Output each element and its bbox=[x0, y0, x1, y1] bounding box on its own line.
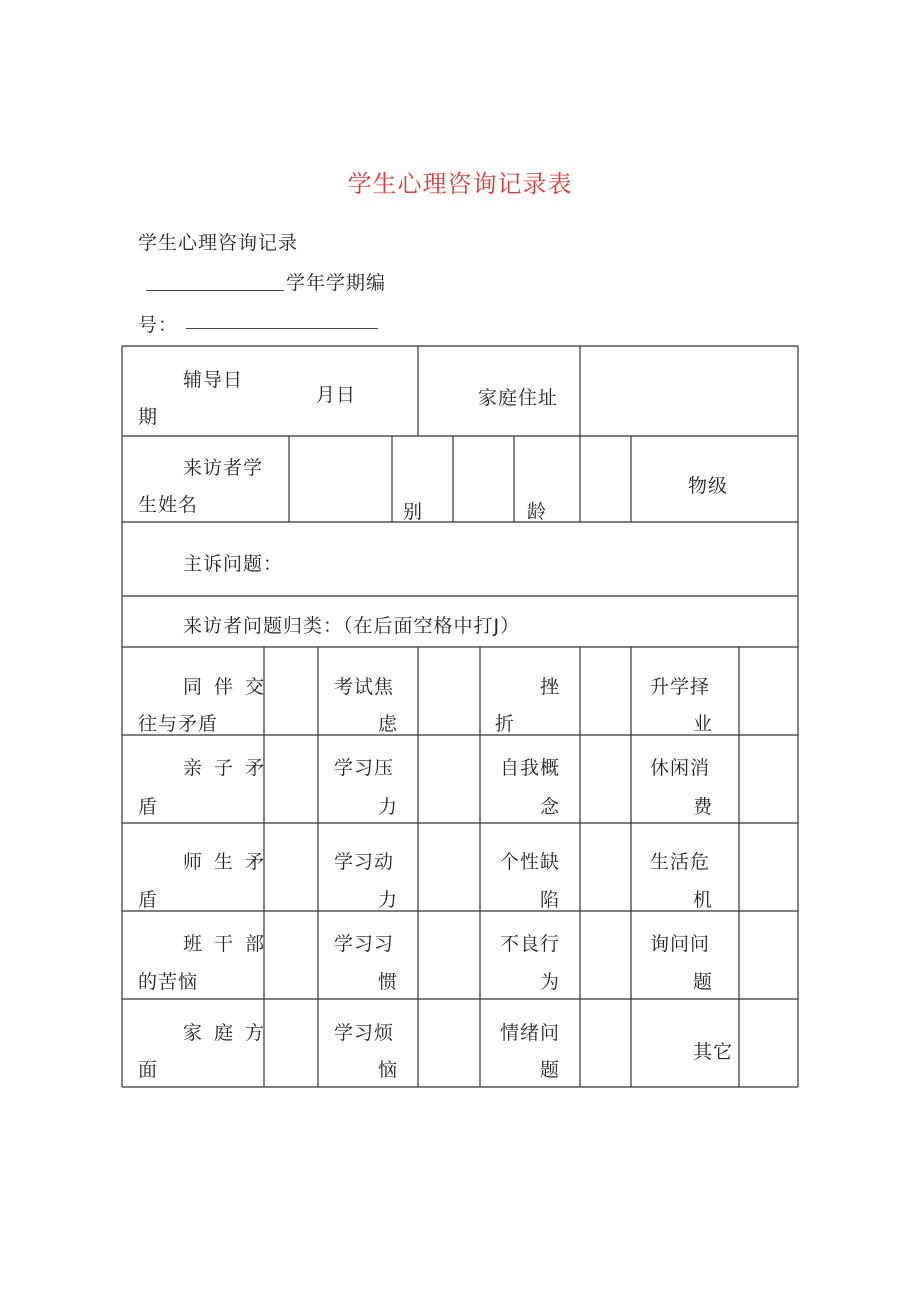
gender-field[interactable] bbox=[455, 438, 512, 520]
home-address-label: 家庭住址 bbox=[478, 387, 559, 409]
check-cell-study-pressure[interactable] bbox=[420, 737, 478, 821]
category-frustration-cont: 折 bbox=[495, 713, 516, 735]
check-cell-bad-behavior[interactable] bbox=[582, 913, 629, 997]
category-study-worries-cont: 恼 bbox=[377, 1059, 398, 1081]
category-inquiry: 询问问 bbox=[650, 933, 711, 955]
category-personality-flaw-cont: 陷 bbox=[539, 889, 560, 911]
category-study-pressure: 学习压 bbox=[334, 757, 395, 779]
category-teacher-student: 师生矛 bbox=[183, 851, 277, 873]
category-emotional-cont: 题 bbox=[539, 1059, 560, 1081]
check-cell-family[interactable] bbox=[266, 1001, 316, 1085]
category-peer-relations-cont: 往与矛盾 bbox=[138, 713, 219, 735]
visitor-name-field[interactable] bbox=[291, 438, 390, 520]
visitor-name-label: 来访者学 bbox=[183, 457, 264, 479]
check-cell-parent-child[interactable] bbox=[266, 737, 316, 821]
category-self-concept: 自我概 bbox=[499, 757, 560, 779]
check-cell-study-habits[interactable] bbox=[420, 913, 478, 997]
main-complaint-label: 主诉问题： bbox=[183, 553, 284, 575]
category-personality-flaw: 个性缺 bbox=[499, 851, 560, 873]
category-exam-anxiety: 考试焦 bbox=[334, 676, 395, 698]
category-career-choice: 升学择 bbox=[650, 676, 711, 698]
date-month-day[interactable]: 月日 bbox=[316, 384, 357, 406]
category-family: 家庭方 bbox=[183, 1022, 277, 1044]
check-cell-frustration[interactable] bbox=[582, 649, 629, 733]
age-field[interactable] bbox=[582, 438, 629, 520]
category-leisure: 休闲消 bbox=[650, 757, 711, 779]
gender-label: 别 bbox=[403, 501, 424, 523]
check-cell-self-concept[interactable] bbox=[582, 737, 629, 821]
category-study-habits: 学习习 bbox=[334, 933, 395, 955]
check-cell-exam-anxiety[interactable] bbox=[420, 649, 478, 733]
category-teacher-student-cont: 盾 bbox=[138, 889, 159, 911]
check-cell-inquiry[interactable] bbox=[741, 913, 796, 997]
category-exam-anxiety-cont: 虑 bbox=[377, 713, 398, 735]
grade-label: 物级 bbox=[688, 475, 729, 497]
category-study-motivation: 学习动 bbox=[334, 851, 395, 873]
check-cell-peer-relations[interactable] bbox=[266, 649, 316, 733]
category-career-choice-cont: 业 bbox=[692, 713, 713, 735]
check-cell-other[interactable] bbox=[741, 1001, 796, 1085]
check-cell-leisure[interactable] bbox=[741, 737, 796, 821]
form-subtitle: 学生心理咨询记录 bbox=[138, 232, 299, 254]
category-class-cadre: 班干部 bbox=[183, 933, 277, 955]
number-label: 号： bbox=[138, 314, 179, 336]
home-address-field[interactable] bbox=[582, 348, 796, 434]
counseling-date-label-cont: 期 bbox=[138, 406, 159, 428]
category-frustration: 挫 bbox=[539, 676, 560, 698]
category-other: 其它 bbox=[692, 1041, 733, 1063]
year-term-label: 学年学期编 bbox=[286, 272, 387, 294]
check-cell-class-cadre[interactable] bbox=[266, 913, 316, 997]
problem-classification-label: 来访者问题归类：（在后面空格中打J） bbox=[183, 615, 521, 637]
category-life-crisis-cont: 机 bbox=[692, 889, 713, 911]
category-bad-behavior: 不良行 bbox=[499, 933, 560, 955]
category-peer-relations: 同伴交 bbox=[183, 676, 277, 698]
category-parent-child-cont: 盾 bbox=[138, 796, 159, 818]
category-emotional: 情绪问 bbox=[499, 1022, 560, 1044]
category-study-pressure-cont: 力 bbox=[377, 796, 398, 818]
counseling-date-label: 辅导日 bbox=[183, 369, 244, 391]
check-cell-career-choice[interactable] bbox=[741, 649, 796, 733]
category-inquiry-cont: 题 bbox=[692, 971, 713, 993]
category-leisure-cont: 费 bbox=[692, 796, 713, 818]
category-parent-child: 亲子矛 bbox=[183, 757, 277, 779]
category-study-worries: 学习烦 bbox=[334, 1022, 395, 1044]
check-cell-emotional[interactable] bbox=[582, 1001, 629, 1085]
category-study-habits-cont: 惯 bbox=[377, 971, 398, 993]
category-family-cont: 面 bbox=[138, 1059, 159, 1081]
category-life-crisis: 生活危 bbox=[650, 851, 711, 873]
check-cell-teacher-student[interactable] bbox=[266, 825, 316, 909]
category-bad-behavior-cont: 为 bbox=[539, 971, 560, 993]
check-cell-study-worries[interactable] bbox=[420, 1001, 478, 1085]
check-cell-personality-flaw[interactable] bbox=[582, 825, 629, 909]
category-study-motivation-cont: 力 bbox=[377, 889, 398, 911]
category-class-cadre-cont: 的苦恼 bbox=[138, 971, 199, 993]
check-cell-life-crisis[interactable] bbox=[741, 825, 796, 909]
check-cell-study-motivation[interactable] bbox=[420, 825, 478, 909]
page-title: 学生心理咨询记录表 bbox=[347, 170, 573, 198]
visitor-name-label-cont: 生姓名 bbox=[138, 494, 199, 516]
age-label: 龄 bbox=[527, 501, 548, 523]
category-self-concept-cont: 念 bbox=[539, 796, 560, 818]
